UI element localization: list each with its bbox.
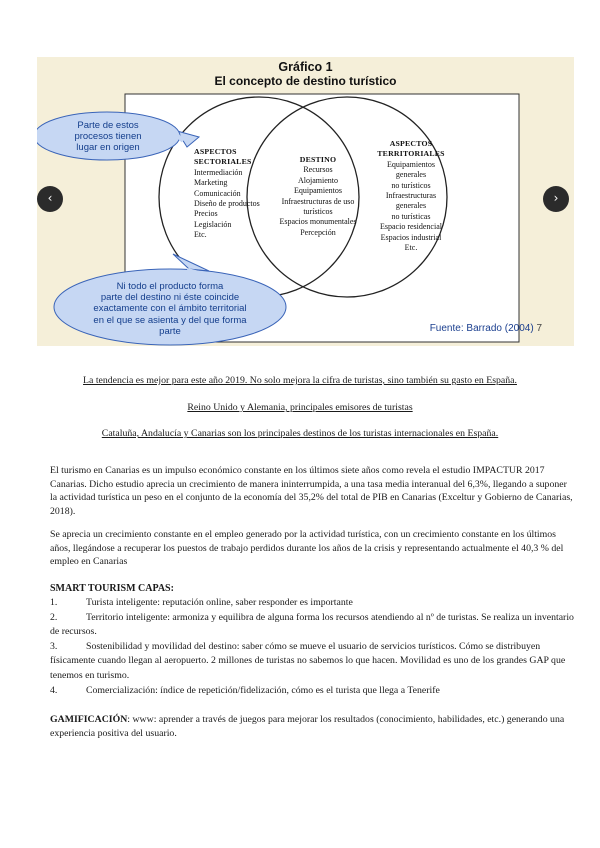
label-aspectos-sectoriales: ASPECTOS SECTORIALES Intermediación Marketing Comunicación Diseño de productos Precios Legislación Etc. [194, 147, 260, 240]
highlight-2: Reino Unido y Alemania, principales emisores de turistas [187, 402, 413, 413]
list-number: 3. [50, 641, 58, 652]
slider-prev-button[interactable] [37, 186, 63, 212]
smart-item-2: 2. Territorio inteligente: armoniza y equilibra de alguna forma los recursos atendiendo al nº de turistas. Se realiza un inventario de recursos. [50, 612, 574, 638]
highlight-3: Cataluña, Andalucía y Canarias son los principales destinos de los turistas internacionales en España. [101, 428, 499, 439]
gamification-paragraph: GAMIFICACIÓN: www: aprender a través de juegos para mejorar los resultados (conocimiento, habilidades, etc.) generando una experiencia positiva del usuario. [50, 714, 565, 739]
figure-subtitle: El concepto de destino turístico [214, 74, 397, 88]
list-number: 4. [50, 685, 58, 696]
label-destino: DESTINO Recursos Alojamiento Equipamientos Infraestructuras de uso turísticos Espacios monumentales Percepción [279, 155, 357, 237]
paragraph-turismo-canarias: El turismo en Canarias es un impulso económico constante en los últimos siete años como revela el estudio IMPACTUR 2017 Canarias. Dicho estudio aprecia un crecimiento de manera ininterrumpida, a una tasa media interanual del 6,3%, llegando a suponer la actividad turística un peso en el conjunto de la economía del 35,2% del total de PIB en Canarias (Exceltur y Gobierno de Canarias, 2018). [50, 465, 573, 517]
page-mark: 7 [536, 323, 542, 334]
figure-title: Gráfico 1 [278, 60, 333, 74]
figure-slider [37, 57, 574, 346]
chevron-left-icon: ‹ [47, 191, 53, 205]
figure-source: Fuente: Barrado (2004) 7 [429, 323, 542, 334]
label-aspectos-territoriales: ASPECTOS TERRITORIALES Equipamientos generales no turísticos Infraestructuras generales no turísticas Espacio residencial Espacios industrial Etc. [377, 139, 445, 253]
smart-item-4: 4. Comercialización: índice de repetición/fidelización, cómo es el turista que llega a Tenerife [50, 684, 574, 698]
list-number: 1. [50, 597, 58, 608]
smart-tourism-heading: SMART TOURISM CAPAS: [50, 583, 174, 594]
paragraph-empleo: Se aprecia un crecimiento constante en el empleo generado por la actividad turística, con un crecimiento constante en los últimos años, llegándose a recuperar los puestos de trabajo perdidos durante los años de la crisis y representando actualmente el 40,3 % del empleo en Canarias [50, 529, 564, 568]
slider-next-button[interactable] [543, 186, 569, 212]
chevron-right-icon: › [553, 191, 559, 205]
list-number: 2. [50, 612, 58, 623]
bubble-top-text: Parte de estos procesos tienen lugar en origen [74, 120, 142, 154]
highlight-1: La tendencia es mejor para este año 2019. No solo mejora la cifra de turistas, sino también su gasto en España. [83, 375, 517, 386]
smart-item-1: 1. Turista inteligente: reputación online, saber responder es importante [50, 596, 574, 610]
gamification-label: GAMIFICACIÓN [50, 714, 128, 725]
smart-item-3: 3. Sostenibilidad y movilidad del destino: saber cómo se mueve el usuario de servicios turísticos. Cómo se distribuyen físicamente cuando llegan al aeropuerto. 2 millones de turistas no sabemos lo que hacen. Movilidad es uno de los grandes GAP que tenemos en turismo. [50, 641, 566, 681]
bubble-bottom-text: Ni todo el producto forma parte del destino ni éste coincide exactamente con el ámbito territorial en el que se asienta y del que forma parte [93, 281, 247, 337]
